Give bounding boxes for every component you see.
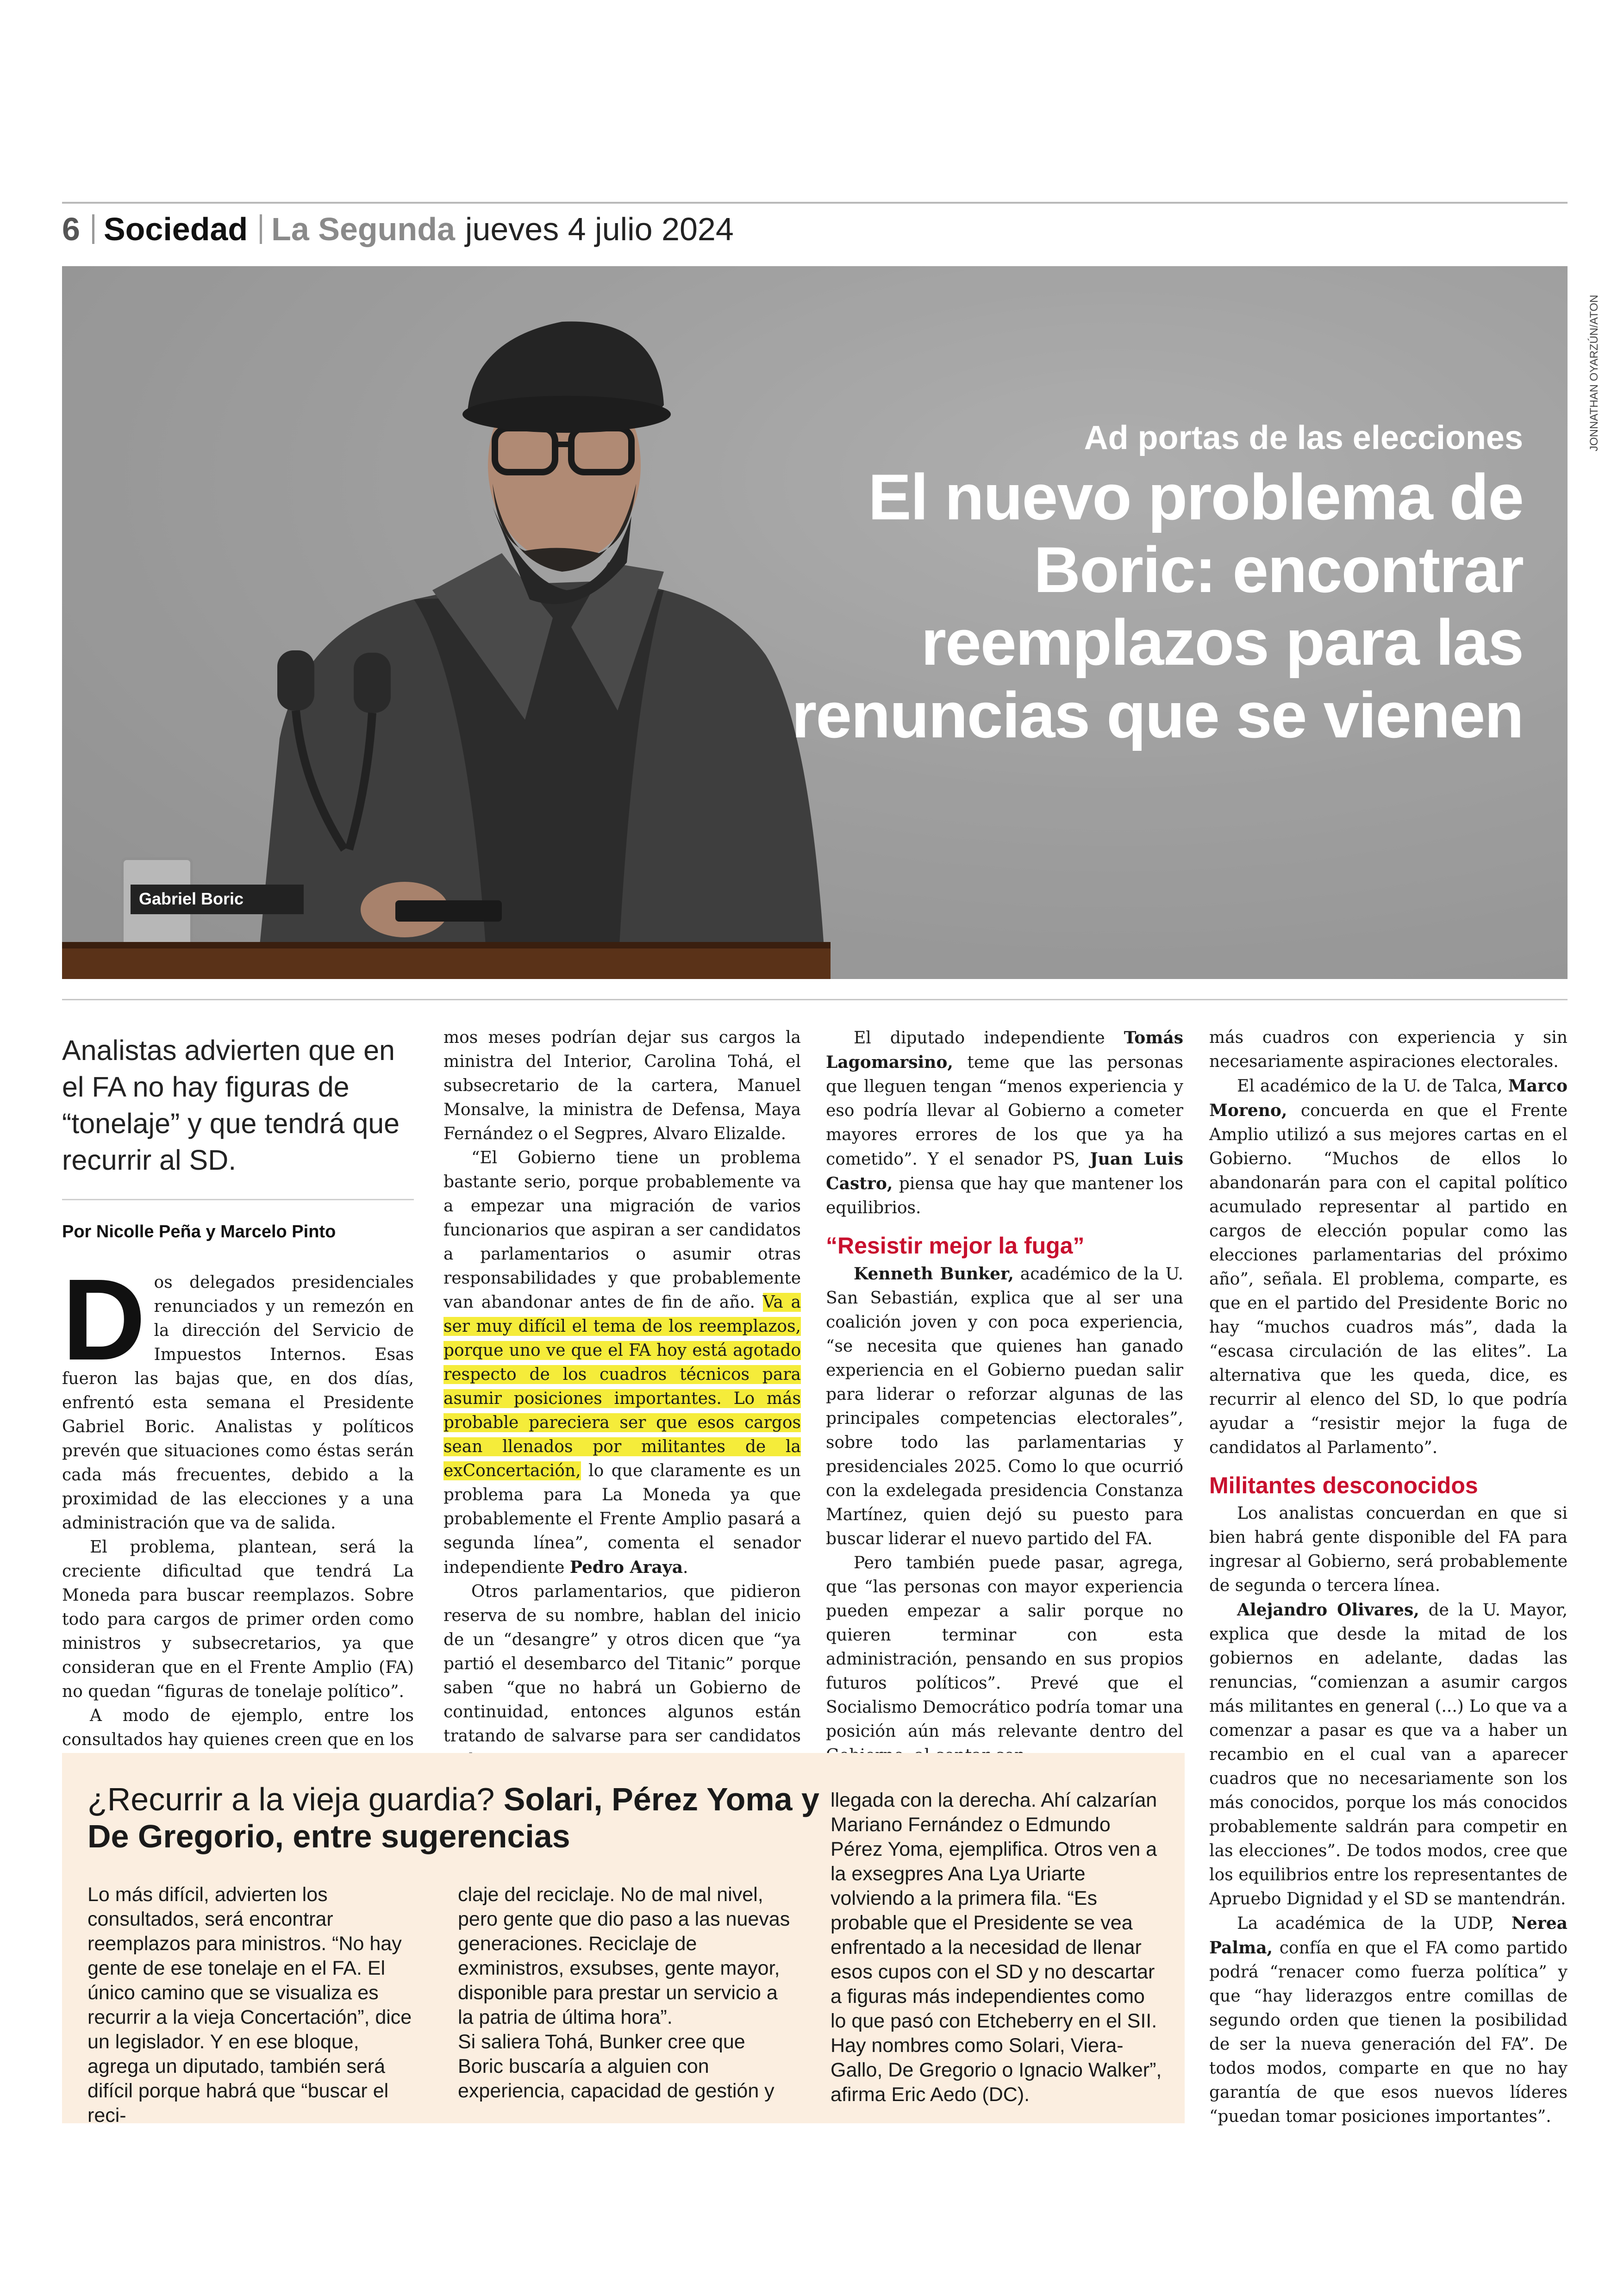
paragraph: Los analistas concuerdan en que si bien habrá gente disponible del FA para ingresar al Gobierno, será probablemente de segunda o tercera línea. [1209, 1504, 1568, 1595]
subheading: “Resistir mejor la fuga” [826, 1233, 1085, 1259]
drop-cap: D [62, 1255, 146, 1384]
paragraph: “El Gobierno tiene un problema bastante serio, porque probablemente va a empezar una migración de varios funcionarios que aspiran a ser candidatos a parlamentarios o asumir otras responsabilidades y que probablemente van abandonar antes de fin de año. Va a ser muy difícil el tema de los reemplazos, porque uno ve que el FA hoy está agotado respecto de los cuadros técnicos para asumir posiciones importantes. Lo más probable pareciera ser que esos cargos sean llenados por militantes de la exConcertación, lo que claramente es un problema para La Moneda ya que probablemente el Frente Amplio pasará a segunda línea”, comenta el senador independiente Pedro Araya. [443, 1148, 801, 1577]
dek: Analistas advierten que en el FA no hay figuras de “tonelaje” y que tendrá que recurrir al SD. [62, 1035, 400, 1176]
sidebar-box [62, 1753, 1185, 2127]
paragraph: A modo de ejemplo, entre los consultados hay quienes creen que en los [62, 1706, 414, 1749]
paragraph: El problema, plantean, será la creciente dificultad que tendrá La Moneda para buscar reemplazos. Sobre todo para cargos de primer orden como ministros y subsecretarios, ya que consideran que en el Frente Amplio (FA) no quedan “figuras de tonelaje político”. [62, 1538, 414, 1701]
box-column-3 [831, 1788, 1164, 2107]
person-name: Marco Moreno, [1209, 1076, 1568, 1120]
top-rule [62, 202, 1568, 204]
paragraph: mos meses podrían dejar sus cargos la ministra del Interior, Carolina Tohá, el subsecretario de la cartera, Manuel Monsalve, la ministra de Defensa, Maya Fernández o el Segpres, Alvaro Elizalde. [443, 1028, 801, 1143]
section-name: Sociedad [103, 211, 248, 247]
kicker: Ad portas de las elecciones [1084, 419, 1523, 456]
person-name: Nerea Palma, [1209, 1914, 1568, 1958]
masthead-divider [260, 214, 262, 244]
paragraph: Si saliera Tohá, Bunker cree que Boric buscaría a alguien con experiencia, capacidad de gestión y [458, 2031, 775, 2102]
section-divider [62, 999, 1568, 1000]
photo-credit [1570, 266, 1598, 451]
person-name: Tomás Lagomarsino, [826, 1028, 1183, 1072]
paragraph: Dos delegados presidenciales renunciados y un remezón en la dirección del Servicio de Impuestos Internos. Esas fueron las bajas que, en dos días, enfrentó esta semana el Presidente Gabriel Boric. Analistas y políticos prevén que situaciones como éstas serán cada más frecuentes, debido a la proximidad de las elecciones y a una administración que va de salida. [62, 1255, 414, 1533]
person-name: Pedro Araya [569, 1558, 683, 1577]
article-column-1 [62, 1255, 414, 1776]
paragraph: claje del reciclaje. No de mal nivel, pero gente que dio paso a las nuevas generaciones. Reciclaje de exministros, exsubses, gente mayor, disponible para prestar un servicio a la patria de última hora”. [458, 1883, 790, 2028]
masthead-divider [92, 214, 94, 244]
photo-credit-text: JONNATHAN OYARZÚN/ATON [1588, 294, 1600, 451]
box-column-2 [458, 1883, 791, 2103]
photo-caption [131, 885, 304, 914]
subheading: Militantes desconocidos [1209, 1472, 1478, 1498]
dek-divider [62, 1199, 414, 1200]
article-column-4 [1209, 1026, 1568, 2129]
paragraph: Lo más difícil, advierten los consultados, será encontrar reemplazos para ministros. “No hay gente de ese tonelaje en el FA. El único camino que se visualiza es recurrir a la vieja Concertación”, dice un legislador. Y en ese bloque, agrega un diputado, también será difícil porque habrá que “buscar el reci- [87, 1883, 412, 2127]
paragraph: Alejandro Olivares, de la U. Mayor, explica que desde la mitad de los gobiernos en adelante, dadas las renuncias, “comienzan a asumir cargos más militantes en general (...) Lo que va a comenzar a pasar es que va a haber un recambio en el cual van a aparecer cuadros que no necesariamente son los más conocidos, porque los más conocidos probablemente saldrán para competir en las elecciones”. De todos modos, cree que los equilibrios entre los representantes de Apruebo Dignidad y el SD se mantendrán. [1209, 1600, 1568, 1908]
paragraph: El diputado independiente Tomás Lagomarsino, teme que las personas que lleguen tengan “menos experiencia y eso podría llevar al Gobierno a cometer mayores errores de los que ya ha cometido”. Y el senador PS, Juan Luis Castro, piensa que hay que mantener los equilibrios. [826, 1028, 1183, 1217]
paragraph: Pero también puede pasar, agrega, que “las personas con mayor experiencia pueden empezar a salir porque no quieren terminar con esta administración, pensando en sus propios futuros políticos”. Prevé que el Socialismo Democrático podría tomar una posición aún más relevante dentro del [826, 1553, 1183, 1741]
paragraph: Kenneth Bunker, académico de la U. San Sebastián, explica que al ser una coalición joven y con poca experiencia, “se necesita que quienes han ganado experiencia en el Gobierno puedan salir para liderar o reforzar algunas de las principales competencias electorales”, sobre todo las parlamentarias y presidenciales 2025. Como lo que ocurrió con la exdelegada presidencia Constanza Martínez, quien dejó su puesto para buscar liderar el nuevo partido del FA. [826, 1264, 1183, 1548]
paragraph: El académico de la U. de Talca, Marco Moreno, concuerda en que el Frente Amplio utilizó a sus mejores cartas en el Gobierno. “Muchos de ellos lo abandonarán para con el capital político acumulado representar al partido en cargos de elección popular como las elecciones parlamentarias del próximo año”, señala. El problema, comparte, es que en el partido del Presidente Boric no hay “muchos cuadros más”, dada la “escasa circulación de las elites”. La alternativa que les queda, dice, es recurrir al elenco del SD, lo que podría ayudar a “resistir mejor la fuga de candidatos al Parlamento”. [1209, 1076, 1568, 1457]
headline: El nuevo problema de Boric: encontrar reemplazos para las renuncias que se vienen [791, 461, 1523, 751]
masthead [62, 211, 734, 248]
person-name: Juan Luis Castro, [826, 1149, 1183, 1193]
article-column-2 [443, 1026, 801, 1772]
paragraph: La académica de la UDP, Nerea Palma, confía en que el FA como partido podrá “renacer como fuerza política” y que “hay liderazgos entre comillas de segundo orden que tienen la posibilidad de ser la nueva generación del FA”. De todos modos, comparte en que no hay garantía de que esos nuevos líderes “puedan tomar posiciones importantes”. [1209, 1914, 1568, 2126]
byline: Por Nicolle Peña y Marcelo Pinto [62, 1222, 336, 1241]
person-name: Alejandro Olivares, [1237, 1600, 1419, 1620]
box-column-1 [87, 1883, 421, 2128]
paragraph: Otros parlamentarios, que pidieron reserva de su nombre, hablan del inicio de un “desangre” y otros dicen que “ya partió el desembarco del Titanic” porque saben “que no habrá un Gobierno de continuidad, entonces algunos están tratando de salvarse para ser candidatos [443, 1582, 801, 1746]
paragraph: más cuadros con experiencia y sin necesariamente aspiraciones electorales. [1209, 1028, 1568, 1071]
box-title: ¿Recurrir a la vieja guardia? Solari, Pérez Yoma y De Gregorio, entre sugerencias [87, 1781, 819, 1854]
page-number: 6 [62, 211, 80, 247]
article-column-3 [826, 1026, 1183, 1768]
hero-photo [62, 266, 1568, 979]
person-name: Kenneth Bunker, [854, 1264, 1014, 1284]
issue-date: jueves 4 julio 2024 [465, 211, 734, 247]
paragraph: llegada con la derecha. Ahí calzarían Mariano Fernández o Edmundo Pérez Yoma, ejemplifica. Otros ven a la exsegpres Ana Lya Uriarte volviendo a la primera fila. “Es probable que el Presidente se vea enfrentado a la necesidad de llenar esos cupos con el SD y no descartar a figuras más independientes como lo que pasó con Etcheberry en el SII. Hay nombres como Solari, Viera-Gallo, De Gregorio o Ignacio Walker”, afirma Eric Aedo (DC). [831, 1789, 1162, 2106]
highlighted-quote: Va a ser muy difícil el tema de los reemplazos, porque uno ve que el FA hoy está agotado respecto de los cuadros técnicos para asumir posiciones importantes. Lo más probable pareciera ser que esos cargos sean llenados por militantes de la exConcertación, [443, 1293, 801, 1480]
newspaper-name: La Segunda [271, 211, 455, 247]
photo-caption-text: Gabriel Boric [139, 889, 244, 908]
